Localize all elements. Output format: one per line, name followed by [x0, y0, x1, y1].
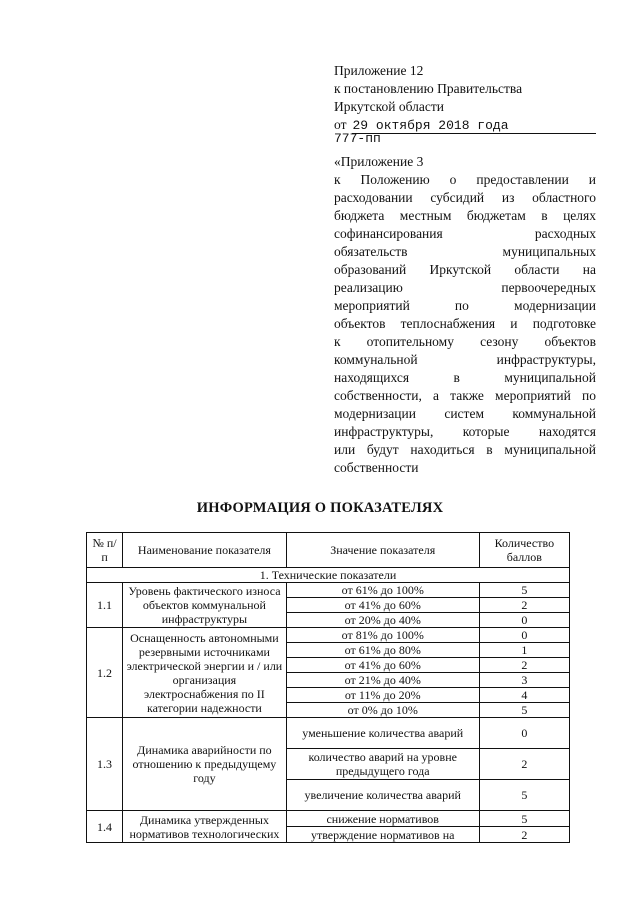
indicator-score: 2: [479, 658, 569, 673]
indicator-score: 5: [479, 703, 569, 718]
row-num: 1.1: [87, 583, 123, 628]
indicator-score: 2: [479, 827, 569, 843]
indicator-score: 0: [479, 613, 569, 628]
region-name: Иркутской области: [334, 99, 445, 114]
body-line: бюджета местным бюджетам в целях: [334, 208, 596, 223]
indicator-value: от 21% до 40%: [286, 673, 479, 688]
indicator-name: Уровень фактического износа объектов коммунальной инфраструктуры: [123, 583, 287, 628]
table-header-row: [87, 533, 570, 568]
indicator-score: 3: [479, 673, 569, 688]
indicators-table: [86, 532, 570, 843]
body-line: реализацию первоочередных: [334, 280, 596, 295]
table-row: [87, 811, 570, 827]
body-line: мероприятий по модернизации: [334, 298, 596, 313]
body-line: софинансирования расходных: [334, 226, 596, 241]
page-title: ИНФОРМАЦИЯ О ПОКАЗАТЕЛЯХ: [196, 500, 444, 516]
row-num: 1.3: [87, 718, 123, 811]
appendix3-label: «Приложение 3: [334, 154, 424, 169]
appendix-number: Приложение 12: [334, 63, 424, 78]
indicator-score: 0: [479, 718, 569, 749]
body-line: или будут находиться в муниципальной: [334, 442, 596, 457]
indicator-score: 0: [479, 628, 569, 643]
body-line-last: собственности: [334, 460, 419, 475]
indicator-value: увеличение количества аварий: [286, 780, 479, 811]
indicator-value: от 81% до 100%: [286, 628, 479, 643]
indicator-value: от 11% до 20%: [286, 688, 479, 703]
body-line: собственности, а также мероприятий по: [334, 388, 596, 403]
body-line: расходовании субсидий из областного: [334, 190, 596, 205]
table-row: [87, 583, 570, 598]
body-line: объектов теплоснабжения и подготовке: [334, 316, 596, 331]
indicator-value: от 0% до 10%: [286, 703, 479, 718]
body-line: инфраструктуры, которые находятся: [334, 424, 596, 439]
indicator-value: от 41% до 60%: [286, 658, 479, 673]
indicator-value: количество аварий на уровне предыдущего года: [286, 749, 479, 780]
indicator-score: 5: [479, 583, 569, 598]
table-row: [87, 718, 570, 749]
body-line: образований Иркутской области на: [334, 262, 596, 277]
col-header-score: Количество баллов: [479, 533, 569, 568]
resolution-date: 29 октября 2018 года: [352, 118, 596, 134]
indicator-value: снижение нормативов: [286, 811, 479, 827]
indicator-score: 4: [479, 688, 569, 703]
section-row: [87, 568, 570, 583]
col-header-name: Наименование показателя: [123, 533, 287, 568]
indicator-value: от 20% до 40%: [286, 613, 479, 628]
indicator-name: Динамика утвержденных нормативов технологических: [123, 811, 287, 843]
indicator-value: от 61% до 100%: [286, 583, 479, 598]
appendix-header: [334, 62, 596, 477]
body-line: к Положению о предоставлении и: [334, 172, 596, 187]
col-header-num: № п/п: [87, 533, 123, 568]
row-num: 1.4: [87, 811, 123, 843]
indicator-name: Оснащенность автономными резервными источниками электрической энергии и / или организация электроснабжения по II категории надежности: [123, 628, 287, 718]
date-prefix: от: [334, 117, 347, 132]
section-title: 1. Технические показатели: [87, 568, 570, 583]
indicator-value: от 41% до 60%: [286, 598, 479, 613]
appendix3-body: [334, 171, 596, 477]
body-line: обязательств муниципальных: [334, 244, 596, 259]
body-line: коммунальной инфраструктуры,: [334, 352, 596, 367]
indicator-value: от 61% до 80%: [286, 643, 479, 658]
indicator-score: 2: [479, 598, 569, 613]
indicator-value: уменьшение количества аварий: [286, 718, 479, 749]
indicator-value: утверждение нормативов на: [286, 827, 479, 843]
row-num: 1.2: [87, 628, 123, 718]
indicator-score: 5: [479, 811, 569, 827]
indicator-name: Динамика аварийности по отношению к предыдущему году: [123, 718, 287, 811]
table-row: [87, 628, 570, 643]
body-line: находящихся в муниципальной: [334, 370, 596, 385]
indicator-score: 1: [479, 643, 569, 658]
indicator-score: 5: [479, 780, 569, 811]
body-line: к отопительному сезону объектов: [334, 334, 596, 349]
resolution-ref: к постановлению Правительства: [334, 81, 523, 96]
resolution-number: 777-пп: [334, 131, 381, 146]
col-header-value: Значение показателя: [286, 533, 479, 568]
indicator-score: 2: [479, 749, 569, 780]
body-line: модернизации систем коммунальной: [334, 406, 596, 421]
